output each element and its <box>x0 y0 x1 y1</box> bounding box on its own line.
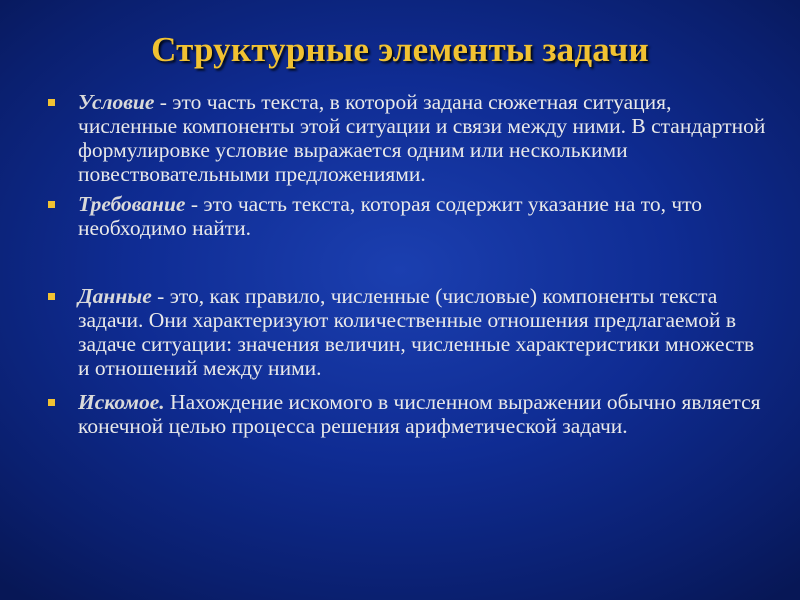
bullet-list <box>48 86 768 438</box>
square-bullet-icon <box>48 293 55 300</box>
bullet-term: Искомое. <box>78 390 165 414</box>
bullet-text: - это часть текста, которая содержит указание на то, что необходимо найти. <box>78 192 703 240</box>
bullet-item-condition <box>48 90 768 186</box>
square-bullet-icon <box>48 99 55 106</box>
bullet-item-data <box>48 284 768 380</box>
bullet-term: Требование <box>78 192 186 216</box>
bullet-item-requirement <box>48 192 768 240</box>
square-bullet-icon <box>48 201 55 208</box>
slide-title: Структурные элементы задачи <box>151 30 649 69</box>
bullet-text: - это, как правило, численные (числовые) компоненты текста задачи. Они характеризуют количественные отношения предлагаемой в задаче ситуации: значения величин, численные характеристики множеств и отношений между ними. <box>78 284 755 380</box>
bullet-term: Данные <box>78 284 152 308</box>
bullet-item-sought <box>48 390 768 438</box>
bullet-text: - это часть текста, в которой задана сюжетная ситуация, численные компоненты этой ситуации и связи между ними. В стандартной формулировке условие выражается одним или несколькими повествовательными предложениями. <box>78 90 766 186</box>
square-bullet-icon <box>48 399 55 406</box>
bullet-term: Условие <box>78 90 155 114</box>
bullet-text: Нахождение искомого в численном выражении обычно является конечной целью процесса решения арифметической задачи. <box>78 390 761 438</box>
